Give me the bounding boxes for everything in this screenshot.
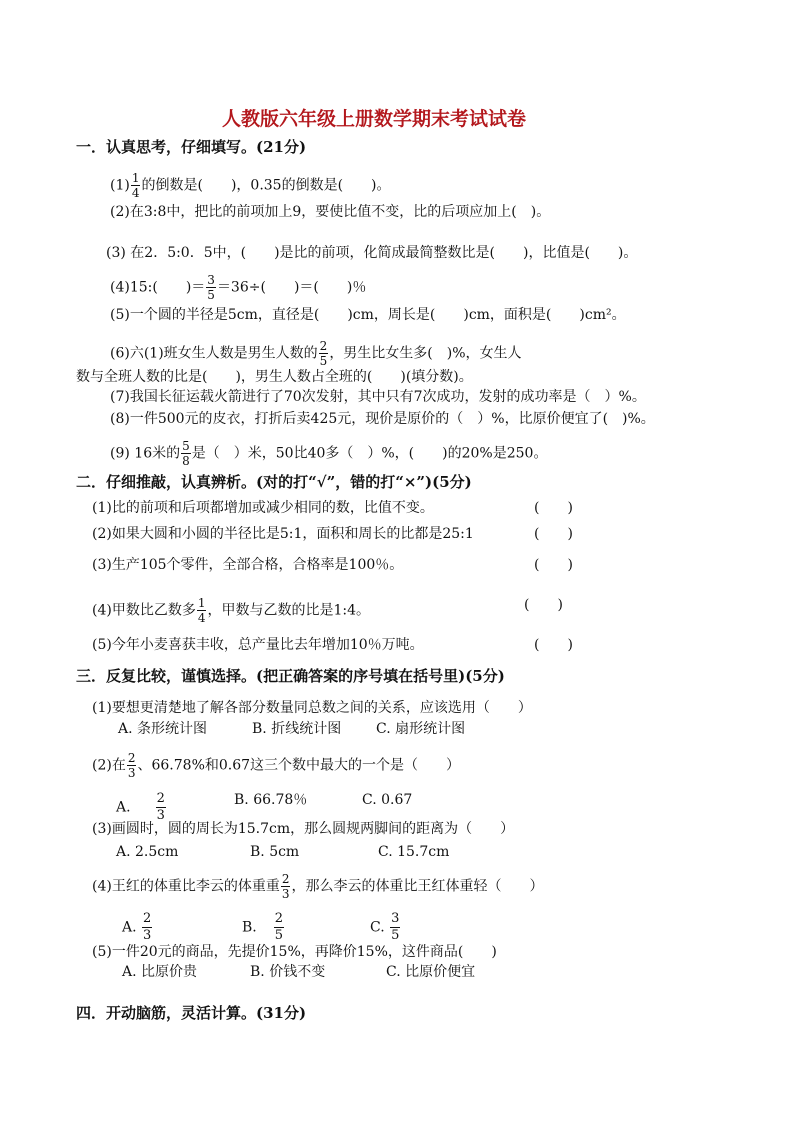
s3-q4-option-a[interactable]: A. $\frac{2}{3}$ <box>122 911 152 943</box>
fraction: $\frac{2}{3}$ <box>143 911 152 943</box>
s3-q1-option-c[interactable]: C. 扇形统计图 <box>376 721 466 737</box>
s1-q1-text: 的倒数是( )，0.35的倒数是( )。 <box>141 177 391 194</box>
section-4-heading: 四．开动脑筋，灵活计算。(31分) <box>76 1004 307 1022</box>
s1-q4: (4)15:( )＝ $\frac{3}{5}$ ＝36÷( )＝( )％ <box>110 273 367 302</box>
fraction: $\frac{1}{4}$ <box>197 596 206 625</box>
s3-q2-option-b[interactable]: B. 66.78％ <box>234 792 308 808</box>
fraction: $\frac{2}{5}$ <box>274 911 284 943</box>
s3-q2: (2)在 $\frac{2}{3}$ 、66.78%和0.67这三个数中最大的一个是（ ） <box>92 751 461 780</box>
s3-q1-option-a[interactable]: A. 条形统计图 <box>118 721 208 737</box>
s1-q6: (6)六(1)班女生人数是男生人数的 $\frac{2}{5}$ ，男生比女生多( )%，女生人 <box>110 339 522 368</box>
s3-q2-option-c[interactable]: C. 0.67 <box>362 792 413 808</box>
s2-q1: (1)比的前项和后项都增加或减少相同的数，比值不变。 <box>92 500 434 516</box>
fraction: $\frac{3}{5}$ <box>391 911 400 943</box>
s2-q3: (3)生产105个零件，全部合格，合格率是100％。 <box>92 557 404 573</box>
s1-q1-prefix: (1) <box>110 177 130 194</box>
s3-q1: (1)要想更清楚地了解各部分数量同总数之间的关系，应该选用（ ） <box>92 700 532 716</box>
answer-paren[interactable]: ( ) <box>534 526 573 542</box>
s1-q6-line2: 数与全班人数的比是( )，男生人数占全班的( )(填分数)。 <box>76 369 473 385</box>
s1-q3: (3) 在2．5:0．5中，( )是比的前项，化简成最简整数比是( )，比值是( )。 <box>106 245 638 261</box>
s2-q5: (5)今年小麦喜获丰收，总产量比去年增加10％万吨。 <box>92 637 424 653</box>
s1-q2: (2)在3:8中，把比的前项加上9，要使比值不变，比的后项应加上( )。 <box>110 204 551 220</box>
answer-paren[interactable]: ( ) <box>534 500 573 516</box>
s1-q7: (7)我国长征运载火箭进行了70次发射，其中只有7次成功，发射的成功率是（ ）%。 <box>110 389 646 405</box>
s3-q3-option-a[interactable]: A. 2.5cm <box>116 844 179 860</box>
s1-q9: (9) 16米的 $\frac{5}{8}$ 是（ ）米，50比40多（ ）%，( )的20%是250。 <box>110 439 548 468</box>
fraction: $\frac{2}{3}$ <box>127 751 136 780</box>
s2-q2: (2)如果大圆和小圆的半径比是5:1，面积和周长的比都是25:1 <box>92 526 474 542</box>
s3-q3: (3)画圆时，圆的周长为15.7cm，那么圆规两脚间的距离为（ ） <box>92 821 515 837</box>
fraction: $\frac{2}{3}$ <box>281 872 290 901</box>
fraction: $\frac{2}{3}$ <box>156 791 165 823</box>
s3-q4: (4)王红的体重比李云的体重重 $\frac{2}{3}$ ，那么李云的体重比王红体重轻（ ） <box>92 872 544 901</box>
answer-paren[interactable]: ( ) <box>534 637 573 653</box>
page-title: 人教版六年级上册数学期末考试试卷 <box>222 108 527 130</box>
s1-q1 <box>110 172 391 199</box>
s3-q2-option-a[interactable]: A. $\frac{2}{3}$ <box>116 791 165 823</box>
s3-q4-option-c[interactable]: C. $\frac{3}{5}$ <box>370 911 400 943</box>
s1-q8: (8)一件500元的皮衣，打折后卖425元，现价是原价的（ ）%，比原价便宜了( )%。 <box>110 411 655 427</box>
answer-paren[interactable]: ( ) <box>534 557 573 573</box>
s3-q5-option-c[interactable]: C. 比原价便宜 <box>386 964 476 980</box>
fraction: $\frac{5}{8}$ <box>182 439 190 468</box>
answer-paren[interactable]: ( ) <box>524 597 563 613</box>
section-2-heading: 二．仔细推敲，认真辨析。(对的打“√”，错的打“×”)(5分) <box>76 473 472 491</box>
fraction: $\frac{2}{5}$ <box>319 339 328 368</box>
s3-q5-option-b[interactable]: B. 价钱不变 <box>250 964 326 980</box>
s2-q4: (4)甲数比乙数多 $\frac{1}{4}$ ，甲数与乙数的比是1:4。 <box>92 596 371 625</box>
fraction: $\frac{1}{4}$ <box>131 171 140 200</box>
s3-q4-option-b[interactable]: B. $\frac{2}{5}$ <box>242 911 284 943</box>
section-3-heading: 三．反复比较，谨慎选择。(把正确答案的序号填在括号里)(5分) <box>76 667 505 685</box>
s3-q3-option-c[interactable]: C. 15.7cm <box>378 844 450 860</box>
section-1-heading: 一．认真思考，仔细填写。(21分) <box>76 138 307 156</box>
s3-q5: (5)一件20元的商品，先提价15%，再降价15%，这件商品( ) <box>92 944 497 960</box>
s3-q5-option-a[interactable]: A. 比原价贵 <box>122 964 198 980</box>
s3-q3-option-b[interactable]: B. 5cm <box>250 844 300 860</box>
s1-q5: (5)一个圆的半径是5cm，直径是( )cm，周长是( )cm，面积是( )cm²。 <box>110 307 626 323</box>
fraction: $\frac{3}{5}$ <box>207 273 215 302</box>
s3-q1-option-b[interactable]: B. 折线统计图 <box>252 721 342 737</box>
